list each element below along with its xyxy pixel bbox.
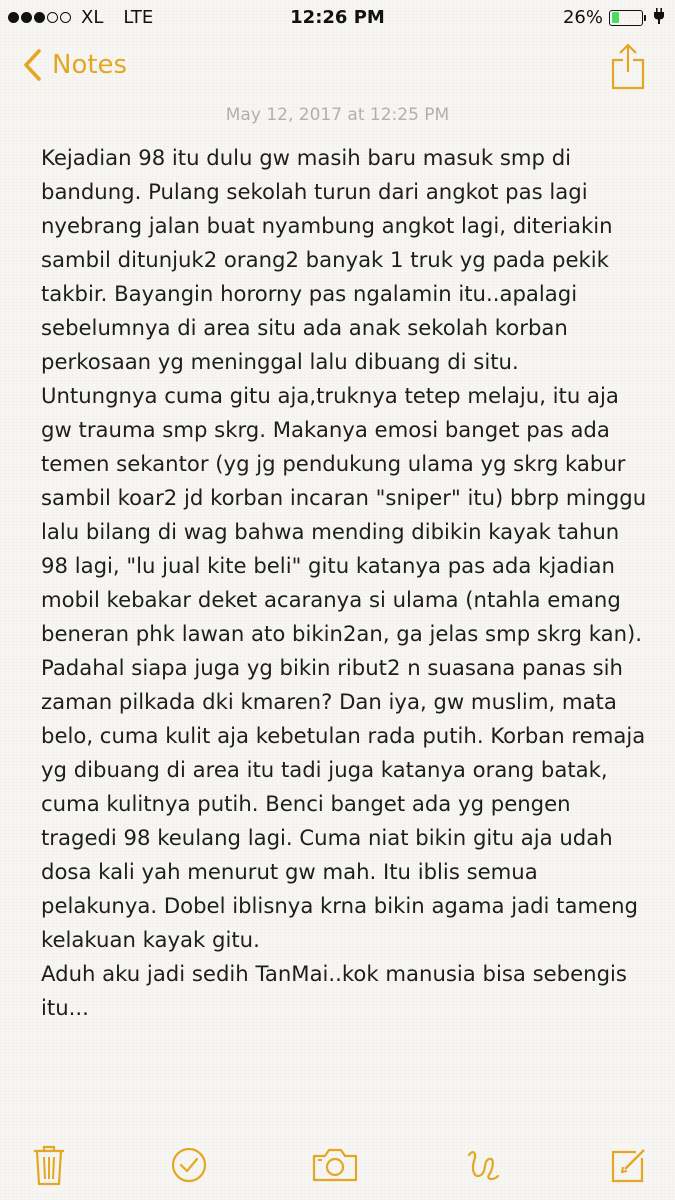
camera-button[interactable]: [310, 1140, 360, 1190]
status-bar: [0, 0, 675, 36]
carrier-label: XL: [81, 7, 104, 28]
share-icon: [611, 42, 645, 90]
battery-tip: [644, 15, 646, 21]
battery-percent: 26%: [562, 7, 603, 28]
compose-button[interactable]: [604, 1140, 654, 1190]
battery-level-fill: [612, 12, 619, 23]
sketch-icon: [463, 1145, 503, 1185]
sketch-button[interactable]: [458, 1140, 508, 1190]
network-type-label: LTE: [123, 7, 154, 28]
camera-icon: [311, 1147, 359, 1183]
compose-icon: [610, 1146, 648, 1184]
note-date: May 12, 2017 at 12:25 PM: [225, 105, 450, 125]
trash-icon: [32, 1144, 66, 1186]
battery-icon: [609, 10, 643, 26]
checklist-button[interactable]: [164, 1140, 214, 1190]
note-body-text[interactable]: Kejadian 98 itu dulu gw masih baru masuk smp di bandung. Pulang sekolah turun dari angkot pas lagi nyebrang jalan buat nyambung angkot lagi, diteriakin sambil ditunjuk2 orang2 banyak 1 truk yg pada pekik takbir. Bayangin hororny pas ngalamin itu..apalagi sebelumnya di area situ ada anak sekolah korban perkosaan yg meninggal lalu dibuang di situ. Untungnya cuma gitu aja,truknya tetep melaju, itu aja gw trauma smp skrg. Makanya emosi banget pas ada temen sekantor (yg jg pendukung ulama yg skrg kabur sambil koar2 jd korban incaran "sniper" itu) bbrp minggu lalu bilang di wag bahwa mending dibikin kayak tahun 98 lagi, "lu jual kite beli" gitu katanya pas ada kjadian mobil kebakar deket acaranya si ulama (ntahla emang beneran phk lawan ato bikin2an, ga jelas smp skrg kan). Padahal siapa juga yg bikin ribut2 n suasana panas sih zaman pilkada dki kmaren? Dan iya, gw muslim, mata belo, cuma kulit aja kebetulan rada putih. Korban remaja yg dibuang di area itu tadi juga katanya orang batak, cuma kulitnya putih. Benci banget ada yg pengen tragedi 98 keulang lagi. Cuma niat bikin gitu aja udah dosa kali yah menurut gw mah. Itu iblis semua pelakunya. Dobel iblisnya krna bikin agama jadi tameng kelakuan kayak gitu. Aduh aku jadi sedih TanMai..kok manusia bisa sebengis itu...: [41, 145, 647, 1020]
status-right: [563, 7, 665, 28]
chevron-left-icon: [22, 48, 42, 82]
delete-button[interactable]: [24, 1140, 74, 1190]
checklist-icon: [170, 1146, 208, 1184]
share-button[interactable]: [611, 42, 645, 90]
status-time: 12:26 PM: [290, 7, 385, 28]
nav-bar: [0, 36, 675, 106]
charging-icon: [653, 8, 665, 28]
back-button[interactable]: [22, 48, 127, 82]
bottom-toolbar: [0, 1132, 675, 1200]
back-label: Notes: [52, 50, 128, 80]
